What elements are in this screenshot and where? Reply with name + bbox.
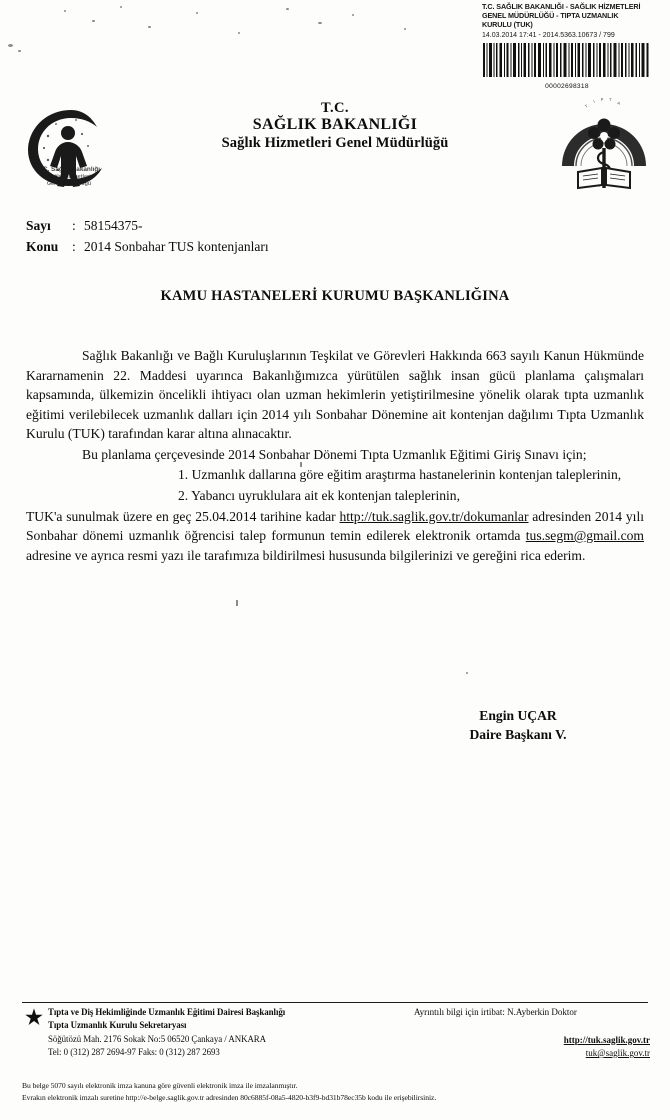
scan-speckle: [466, 672, 468, 674]
scan-speckle: [18, 50, 21, 52]
logo-caption-line-3: Genel Müdürlüğü: [46, 180, 92, 187]
estamp-date-reference: 14.03.2014 17:41 - 2014.5363.10673 / 799: [482, 31, 615, 39]
electronic-signature-disclaimer: [22, 1080, 662, 1103]
sayi-separator: :: [72, 218, 76, 233]
scan-speckle: [8, 44, 13, 47]
barcode-number: 00002698318: [545, 82, 589, 90]
body-paragraph-3-mid: adresinden 2014 yılı Sonbahar dönemi uzmanlık öğrencisi talep formunun temin edilerek elektronik ortamda: [26, 508, 644, 544]
sayi-value: 58154375-: [84, 218, 143, 233]
footer-links: [414, 1034, 650, 1061]
body-paragraph-2: Bu planlama çerçevesinde 2014 Sonbahar Dönemi Tıpta Uzmanlık Eğitimi Giriş Sınavı için;: [82, 446, 587, 462]
konu-separator: :: [72, 238, 76, 254]
scan-speckle: [318, 22, 322, 24]
footer-website-link[interactable]: http://tuk.saglik.gov.tr: [563, 1034, 650, 1045]
svg-text:T: T: [608, 97, 612, 103]
konu-value: 2014 Sonbahar TUS kontenjanları: [84, 238, 269, 254]
star-icon: [23, 1007, 45, 1029]
svg-text:P: P: [600, 96, 604, 102]
footer-divider: [22, 1002, 648, 1003]
logo-caption-line-1: T.C. Sağlık Bakanlığı: [37, 166, 101, 173]
footer-contact-block: [414, 1006, 650, 1061]
barcode-icon: [482, 43, 652, 77]
logo-caption-line-2: Sağlık Hizmetleri: [47, 174, 91, 180]
scan-speckle: [148, 26, 151, 28]
signatory-title: Daire Başkanı V.: [469, 727, 567, 743]
body-paragraph-1: Sağlık Bakanlığı ve Bağlı Kuruluşlarının Teşkilat ve Görevleri Hakkında 663 sayılı Kanun Hükmünde Kararnamenin 22. Maddesi uyarınca Bakanlığımızca yürütülen sağlık insan gücü planlama çalışmaları kapsamında, ülkemizin öncelikli ihtiyacı olan uzman hekimlerin yetiştirilmesine yönelik olarak tıpta uzmanlık eğitimi verilebilecek uzmanlık dalları için 2014 yılı Sonbahar Dönemine ait kontenjan dağılımı Tıpta Uzmanlık Kurulu (TUK) tarafından karar altına alınacaktır.: [26, 348, 644, 442]
svg-text:I: I: [592, 98, 596, 104]
footer-street-address: Söğütözü Mah. 2176 Sokak No:5 06520 Çankaya / ANKARA: [48, 1033, 267, 1044]
masthead-directorate: Sağlık Hizmetleri Genel Müdürlüğü: [221, 134, 449, 151]
disclaimer-line-2: Evrakın elektronik imzalı suretine http://e-belge.saglik.gov.tr adresinden 80c6885f-08a5-4820-b3f9-bd31b78ec35b kodu ile erişebilirsiniz.: [22, 1092, 437, 1102]
estamp-line-1: T.C. SAĞLIK BAKANLIĞI - SAĞLIK HİZMETLERİ: [482, 2, 641, 11]
estamp-line-3: KURULU (TUK): [482, 20, 533, 30]
tuk-documents-link[interactable]: http://tuk.saglik.gov.tr/dokumanlar: [339, 508, 529, 524]
scan-speckle: [404, 28, 406, 30]
sayi-label: Sayı: [26, 218, 51, 233]
footer-secretariat-name: Tıpta Uzmanlık Kurulu Sekretaryası: [48, 1020, 187, 1031]
svg-text:T: T: [583, 103, 589, 109]
footer-department-name: Tıpta ve Diş Hekimliğinde Uzmanlık Eğitimi Dairesi Başkanlığı: [48, 1007, 286, 1017]
masthead-ministry: SAĞLIK BAKANLIĞI: [252, 116, 418, 134]
signatory-name: Engin UÇAR: [479, 708, 557, 723]
meta-row-sayi: [26, 216, 269, 237]
footer-contact-person: Ayrıntılı bilgi için irtibat: N.Ayberkin Doktor: [414, 1007, 577, 1017]
scan-speckle: [352, 14, 354, 16]
body-paragraph-3: [26, 507, 644, 566]
addressee-heading: KAMU HASTANELERİ KURUMU BAŞKANLIĞINA: [160, 288, 510, 304]
scan-speckle: [92, 20, 95, 22]
tus-email-link[interactable]: tus.segm@gmail.com: [525, 528, 644, 544]
footer-address-block: [48, 1006, 398, 1059]
footer-email-link[interactable]: tuk@saglik.gov.tr: [585, 1048, 650, 1058]
konu-label: Konu: [26, 238, 59, 254]
disclaimer-line-1: Bu belge 5070 sayılı elektronik imza kanuna göre güvenli elektronik imza ile imzalanmıştır.: [22, 1081, 298, 1090]
body-paragraph-3-pre: TUK'a sunulmak üzere en geç 25.04.2014 tarihine kadar: [26, 508, 340, 524]
meta-row-konu: [26, 237, 269, 258]
signature-block: [408, 706, 628, 745]
masthead-tc: T.C.: [321, 100, 349, 116]
body-paragraph-3-post: adresine ve ayrıca resmi yazı ile tarafımıza bildirilmesi hususunda bilgilerinizi ve gereğini rica ederim.: [26, 547, 586, 563]
body-list-item-1: 1. Uzmanlık dallarına göre eğitim araştırma hastanelerinin kontenjan taleplerinin,: [178, 467, 622, 483]
document-meta: [26, 216, 269, 257]
body-list-item-2: 2. Yabancı uyruklulara ait ek kontenjan taleplerinin,: [178, 487, 460, 503]
scan-speckle: [120, 6, 122, 8]
document-body: [26, 346, 644, 566]
footer-phone-fax: Tel: 0 (312) 287 2694-97 Faks: 0 (312) 287 2693: [48, 1047, 220, 1058]
scan-speckle: [64, 10, 66, 12]
electronic-signature-stamp: [482, 2, 670, 90]
scan-speckle: [196, 12, 198, 14]
scan-speckle: [286, 8, 289, 10]
document-masthead: [0, 100, 670, 152]
svg-text:A: A: [616, 100, 621, 106]
ministry-logo-caption: [8, 166, 130, 188]
estamp-line-2: GENEL MÜDÜRLÜĞÜ - TIPTA UZMANLIK: [482, 11, 619, 21]
scan-speckle: [238, 32, 240, 34]
scan-speckle: [236, 600, 238, 606]
